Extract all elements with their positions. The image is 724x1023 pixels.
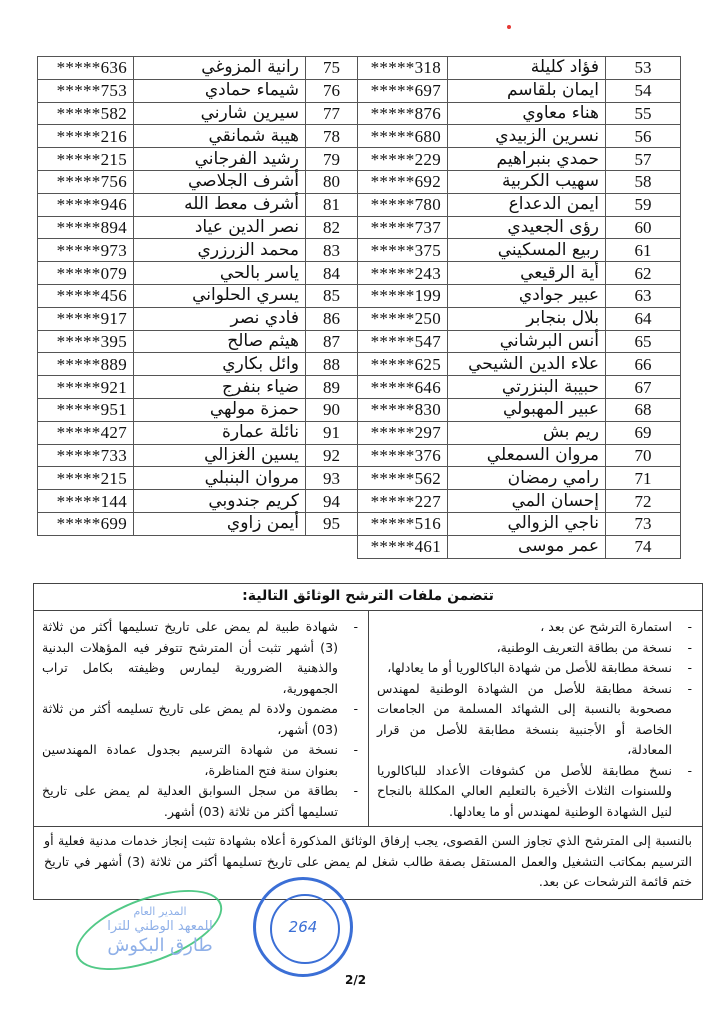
table-row <box>38 170 358 193</box>
row-number: 67 <box>606 376 681 399</box>
table-row <box>38 307 358 330</box>
candidate-name: ناجي الزوالي <box>448 512 606 535</box>
candidate-id: *****756 <box>38 170 134 193</box>
signature-title: المدير العام <box>133 905 187 918</box>
candidate-id: *****427 <box>38 421 134 444</box>
candidates-table-right <box>357 56 681 559</box>
candidate-name: حمدي بنبراهيم <box>448 148 606 171</box>
candidate-name: ريم بش <box>448 421 606 444</box>
candidate-name: حبيبة البنزرتي <box>448 376 606 399</box>
row-number: 93 <box>306 467 358 490</box>
table-row <box>38 398 358 421</box>
row-number: 73 <box>606 512 681 535</box>
candidate-name: مروان السمعلي <box>448 444 606 467</box>
table-row <box>358 535 681 558</box>
row-number: 85 <box>306 284 358 307</box>
candidate-name: هيثم صالح <box>134 330 306 353</box>
table-row <box>358 125 681 148</box>
row-number: 58 <box>606 170 681 193</box>
candidate-id: *****692 <box>358 170 448 193</box>
table-row <box>358 262 681 285</box>
candidate-name: رشيد الفرجاني <box>134 148 306 171</box>
table-row <box>358 421 681 444</box>
table-row <box>38 353 358 376</box>
row-number: 61 <box>606 239 681 262</box>
candidates-table-left <box>37 56 358 536</box>
candidate-id: *****753 <box>38 79 134 102</box>
table-row <box>358 170 681 193</box>
table-row <box>38 102 358 125</box>
candidate-name: فؤاد كليلة <box>448 57 606 80</box>
red-dot-mark <box>507 25 511 29</box>
candidate-id: *****229 <box>358 148 448 171</box>
candidate-name: عمر موسى <box>448 535 606 558</box>
row-number: 56 <box>606 125 681 148</box>
table-row <box>358 148 681 171</box>
candidate-id: *****737 <box>358 216 448 239</box>
candidate-id: *****876 <box>358 102 448 125</box>
required-documents-box <box>33 583 703 900</box>
signature-name: طارق البكوش <box>107 935 213 956</box>
candidate-id: *****375 <box>358 239 448 262</box>
candidate-id: *****250 <box>358 307 448 330</box>
candidate-name: رانية المزوغي <box>134 57 306 80</box>
candidate-name: حمزة مولهي <box>134 398 306 421</box>
row-number: 66 <box>606 353 681 376</box>
candidate-name: أيمن زاوي <box>134 512 306 535</box>
row-number: 92 <box>306 444 358 467</box>
candidate-id: *****461 <box>358 535 448 558</box>
candidate-id: *****946 <box>38 193 134 216</box>
row-number: 82 <box>306 216 358 239</box>
table-row <box>358 307 681 330</box>
table-row <box>38 376 358 399</box>
candidate-id: *****917 <box>38 307 134 330</box>
candidate-name: سيرين شارني <box>134 102 306 125</box>
candidate-name: نائلة عمارة <box>134 421 306 444</box>
candidate-name: وائل بكاري <box>134 353 306 376</box>
signature-block <box>70 905 250 975</box>
candidate-id: *****079 <box>38 262 134 285</box>
document-item: - نسخة مطابقة للأصل من شهادة الباكالوريا أو ما يعادلها، <box>377 658 694 679</box>
candidate-id: *****216 <box>38 125 134 148</box>
table-row <box>38 512 358 535</box>
row-number: 81 <box>306 193 358 216</box>
row-number: 80 <box>306 170 358 193</box>
candidate-name: أنس البرشاني <box>448 330 606 353</box>
row-number: 72 <box>606 490 681 513</box>
candidate-id: *****830 <box>358 398 448 421</box>
candidate-name: محمد الزرزري <box>134 239 306 262</box>
candidate-id: *****951 <box>38 398 134 421</box>
candidate-name: أية الرقيعي <box>448 262 606 285</box>
candidate-name: فادي نصر <box>134 307 306 330</box>
candidate-id: *****889 <box>38 353 134 376</box>
table-row <box>38 284 358 307</box>
row-number: 91 <box>306 421 358 444</box>
candidate-id: *****699 <box>38 512 134 535</box>
row-number: 60 <box>606 216 681 239</box>
row-number: 54 <box>606 79 681 102</box>
table-row <box>38 239 358 262</box>
candidate-id: *****680 <box>358 125 448 148</box>
row-number: 59 <box>606 193 681 216</box>
candidate-id: *****215 <box>38 467 134 490</box>
candidate-name: إحسان المي <box>448 490 606 513</box>
row-number: 65 <box>606 330 681 353</box>
candidate-name: عبير جوادي <box>448 284 606 307</box>
document-item: - استمارة الترشح عن بعد ، <box>377 617 694 638</box>
table-row <box>358 193 681 216</box>
official-stamp-icon <box>253 877 353 977</box>
candidate-id: *****973 <box>38 239 134 262</box>
signature-institution: للمعهد الوطني للترا <box>107 919 213 934</box>
row-number: 87 <box>306 330 358 353</box>
candidate-name: بلال بنجابر <box>448 307 606 330</box>
candidate-id: *****547 <box>358 330 448 353</box>
candidate-id: *****625 <box>358 353 448 376</box>
table-row <box>38 421 358 444</box>
row-number: 53 <box>606 57 681 80</box>
candidate-id: *****780 <box>358 193 448 216</box>
candidate-name: سهيب الكربية <box>448 170 606 193</box>
candidate-id: *****376 <box>358 444 448 467</box>
table-row <box>358 284 681 307</box>
table-row <box>358 444 681 467</box>
candidate-id: *****297 <box>358 421 448 444</box>
row-number: 95 <box>306 512 358 535</box>
row-number: 89 <box>306 376 358 399</box>
table-row <box>358 102 681 125</box>
row-number: 76 <box>306 79 358 102</box>
candidate-name: ربيع المسكيني <box>448 239 606 262</box>
row-number: 88 <box>306 353 358 376</box>
document-item: - نسخ مطابقة للأصل من كشوفات الأعداد للباكالوريا وللسنوات الثلاث الأخيرة بالتعليم العالي المكللة بالنجاح لنيل الشهادة الوطنية لمهندس أو ما يعادلها. <box>377 761 694 823</box>
row-number: 79 <box>306 148 358 171</box>
candidate-name: ايمن الدعداع <box>448 193 606 216</box>
document-item: - نسخة مطابقة للأصل من الشهادة الوطنية لمهندس مصحوبة بالنسبة إلى الشهائد المسلمة من الجامعات الخاصة أو الأجنبية بنسخة مطابقة للأصل من قرار المعادلة، <box>377 679 694 761</box>
row-number: 74 <box>606 535 681 558</box>
candidate-name: نصر الدين عياد <box>134 216 306 239</box>
candidate-id: *****199 <box>358 284 448 307</box>
candidate-name: يسين الغزالي <box>134 444 306 467</box>
candidate-id: *****733 <box>38 444 134 467</box>
table-row <box>38 262 358 285</box>
row-number: 86 <box>306 307 358 330</box>
document-item: - نسخة من شهادة الترسيم بجدول عمادة المهندسين بعنوان سنة فتح المناظرة، <box>42 740 360 781</box>
documents-list-left <box>34 611 368 826</box>
table-row <box>38 330 358 353</box>
row-number: 71 <box>606 467 681 490</box>
document-item: - نسخة من بطاقة التعريف الوطنية، <box>377 638 694 659</box>
candidate-id: *****636 <box>38 57 134 80</box>
candidate-id: *****215 <box>38 148 134 171</box>
table-row <box>358 239 681 262</box>
table-row <box>358 512 681 535</box>
candidate-id: *****562 <box>358 467 448 490</box>
row-number: 94 <box>306 490 358 513</box>
document-item: - بطاقة من سجل السوابق العدلية لم يمض على تاريخ تسليمها أكثر من ثلاثة (03) أشهر. <box>42 781 360 822</box>
row-number: 64 <box>606 307 681 330</box>
row-number: 70 <box>606 444 681 467</box>
table-row <box>358 398 681 421</box>
table-row <box>38 193 358 216</box>
candidate-id: *****456 <box>38 284 134 307</box>
table-row <box>38 444 358 467</box>
candidate-id: *****894 <box>38 216 134 239</box>
candidate-name: ياسر بالحي <box>134 262 306 285</box>
candidate-name: رامي رمضان <box>448 467 606 490</box>
row-number: 75 <box>306 57 358 80</box>
table-row <box>38 125 358 148</box>
table-row <box>38 79 358 102</box>
table-row <box>38 57 358 80</box>
table-row <box>358 216 681 239</box>
row-number: 69 <box>606 421 681 444</box>
candidate-name: هيبة شمانقي <box>134 125 306 148</box>
table-row <box>358 490 681 513</box>
candidate-name: شيماء حمادي <box>134 79 306 102</box>
table-row <box>358 467 681 490</box>
row-number: 90 <box>306 398 358 421</box>
candidate-name: كريم جندوبي <box>134 490 306 513</box>
documents-list-right <box>368 611 702 826</box>
row-number: 63 <box>606 284 681 307</box>
row-number: 77 <box>306 102 358 125</box>
candidate-name: أشرف الجلاصي <box>134 170 306 193</box>
table-row <box>358 79 681 102</box>
candidate-id: *****318 <box>358 57 448 80</box>
candidate-id: *****395 <box>38 330 134 353</box>
candidate-name: هناء معاوي <box>448 102 606 125</box>
candidate-id: *****582 <box>38 102 134 125</box>
table-row <box>38 467 358 490</box>
candidate-id: *****227 <box>358 490 448 513</box>
candidate-id: *****697 <box>358 79 448 102</box>
table-row <box>38 148 358 171</box>
candidate-id: *****243 <box>358 262 448 285</box>
table-row <box>358 353 681 376</box>
candidate-name: مروان البنبلي <box>134 467 306 490</box>
row-number: 55 <box>606 102 681 125</box>
row-number: 57 <box>606 148 681 171</box>
page-number: 2/2 <box>345 973 367 987</box>
age-exception-note: بالنسبة إلى المترشح الذي تجاوز السن القصوى، يجب إرفاق الوثائق المذكورة أعلاه بشهادة تثبت إنجاز خدمات مدنية فعلية أو الترسيم بمكاتب التشغيل والعمل المستقل بصفة طالب شغل لم يمض على تاريخ تسليمها أكثر من ثلاثة (3) أشهر في تاريخ ختم قائمة الترشحات عن بعد. <box>34 826 702 899</box>
candidate-name: عبير المهبولي <box>448 398 606 421</box>
candidate-name: يسري الحلواني <box>134 284 306 307</box>
document-item: - شهادة طبية لم يمض على تاريخ تسليمها أكثر من ثلاثة (3) أشهر تثبت أن المترشح تتوفر فيه المؤهلات البدنية والذهنية الضرورية ليمارس وظيفته بكامل تراب الجمهورية، <box>42 617 360 699</box>
table-row <box>38 216 358 239</box>
candidate-name: أشرف معط الله <box>134 193 306 216</box>
row-number: 84 <box>306 262 358 285</box>
candidate-id: *****921 <box>38 376 134 399</box>
stamp-number: 264 <box>288 918 318 936</box>
candidate-name: ايمان بلقاسم <box>448 79 606 102</box>
candidate-id: *****646 <box>358 376 448 399</box>
table-row <box>358 57 681 80</box>
documents-title: تتضمن ملفات الترشح الوثائق التالية: <box>34 584 702 611</box>
table-row <box>358 330 681 353</box>
table-row <box>38 490 358 513</box>
row-number: 78 <box>306 125 358 148</box>
row-number: 62 <box>606 262 681 285</box>
candidate-name: ضياء بنفرج <box>134 376 306 399</box>
candidate-id: *****516 <box>358 512 448 535</box>
candidate-name: علاء الدين الشيحي <box>448 353 606 376</box>
candidate-id: *****144 <box>38 490 134 513</box>
candidate-name: رؤى الجعيدي <box>448 216 606 239</box>
table-row <box>358 376 681 399</box>
document-item: - مضمون ولادة لم يمض على تاريخ تسليمه أكثر من ثلاثة (03) أشهر، <box>42 699 360 740</box>
row-number: 68 <box>606 398 681 421</box>
candidate-name: نسرين الزبيدي <box>448 125 606 148</box>
row-number: 83 <box>306 239 358 262</box>
